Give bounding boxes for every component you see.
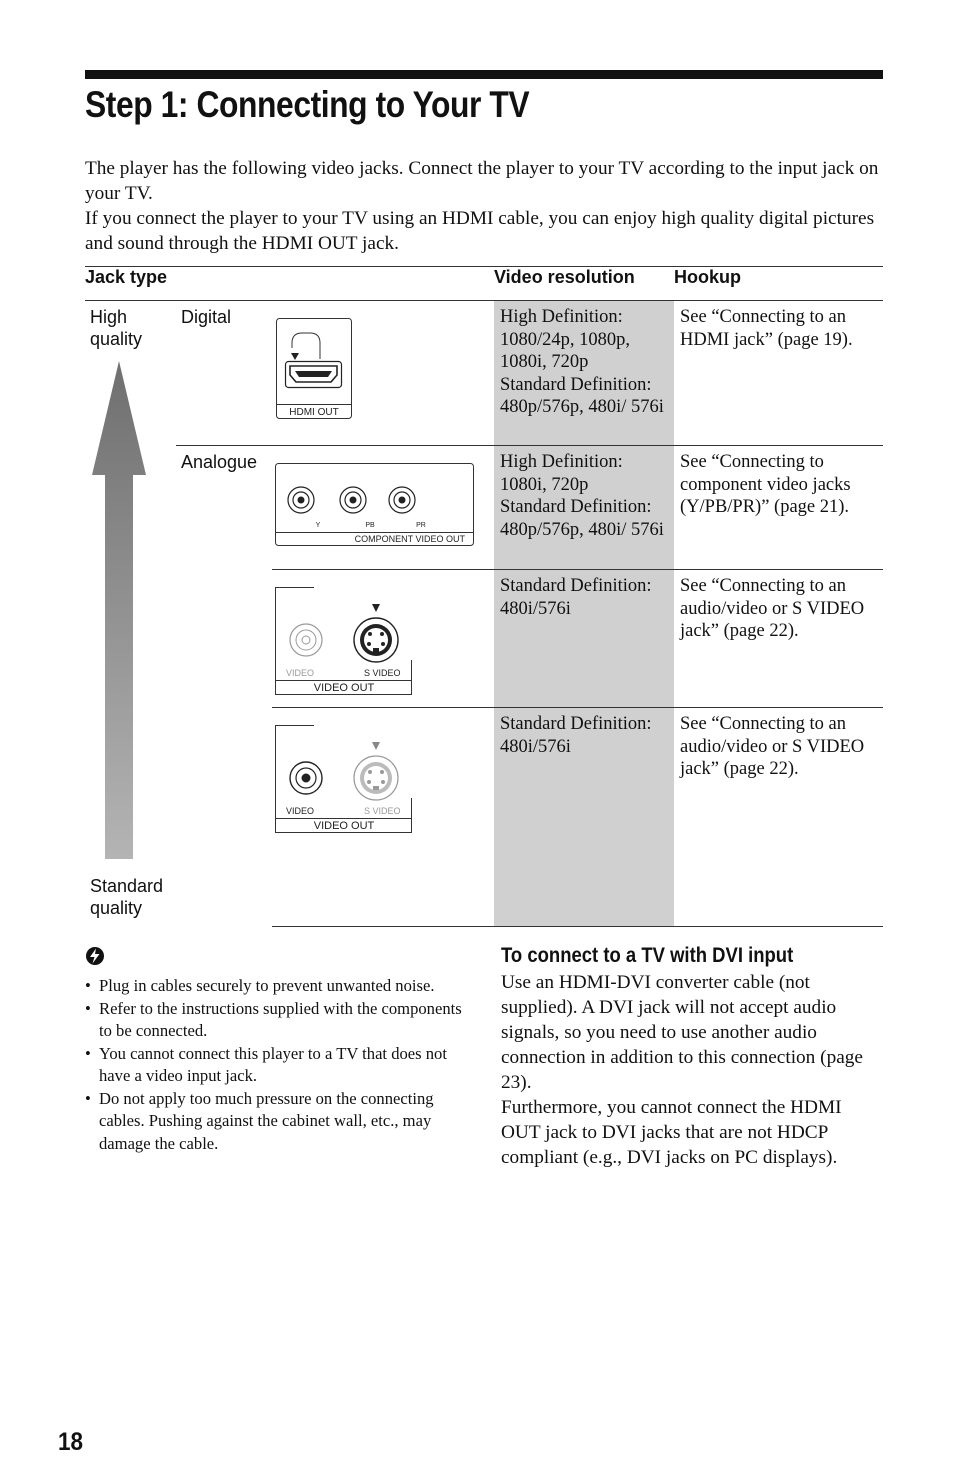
hookup-text: See “Connecting to component video jacks (Y/PB/PR)” (page 21). bbox=[680, 452, 851, 517]
quality-standard-label: Standard quality bbox=[90, 876, 164, 918]
page-title: Step 1: Connecting to Your TV bbox=[85, 84, 530, 125]
table-row bbox=[85, 301, 883, 446]
tips-section bbox=[85, 946, 470, 1155]
component-jacks-icon bbox=[272, 446, 494, 570]
page-number: 18 bbox=[58, 1428, 84, 1456]
title-rule bbox=[85, 70, 883, 79]
category-analogue: Analogue bbox=[176, 446, 272, 927]
quality-column bbox=[85, 301, 176, 927]
s-video-label: S VIDEO bbox=[364, 806, 401, 816]
y-label: Y bbox=[315, 522, 321, 529]
hookup-cell bbox=[674, 708, 883, 927]
table-row bbox=[85, 446, 883, 570]
dvi-paragraph-1: Use an HDMI-DVI converter cable (not supplied). A DVI jack will not accept audio signals, so you need to use another audio connection in addition to this connection (page 23). bbox=[501, 972, 863, 1093]
hookup-text: See “Connecting to an HDMI jack” (page 19). bbox=[680, 307, 853, 350]
table-header-row bbox=[85, 267, 883, 301]
header-video-resolution: Video resolution bbox=[494, 267, 674, 301]
resolution-cell bbox=[494, 570, 674, 708]
resolution-cell bbox=[494, 301, 674, 446]
quality-arrow-icon bbox=[91, 361, 147, 861]
hdmi-jack-icon bbox=[272, 301, 494, 446]
intro-paragraph-2: If you connect the player to your TV using an HDMI cable, you can enjoy high quality digital pictures and sound through the HDMI OUT jack. bbox=[85, 208, 875, 254]
video-label: VIDEO bbox=[286, 668, 315, 678]
tip-icon bbox=[85, 946, 105, 966]
intro-paragraph-1: The player has the following video jacks. Connect the player to your TV according to the input jack on your TV. bbox=[85, 158, 879, 204]
dvi-section bbox=[501, 944, 883, 1170]
component-video-out-label: COMPONENT VIDEO OUT bbox=[354, 534, 465, 544]
hookup-text: See “Connecting to an audio/video or S VIDEO jack” (page 22). bbox=[680, 576, 865, 641]
list-item: • You cannot connect this player to a TV that does not have a video input jack. bbox=[85, 1043, 470, 1088]
resolution-text: High Definition: 1080i, 720p Standard Definition: 480p/576p, 480i/ 576i bbox=[500, 452, 664, 540]
resolution-text: Standard Definition: 480i/576i bbox=[500, 714, 652, 757]
video-label: VIDEO bbox=[286, 806, 315, 816]
hookup-cell bbox=[674, 446, 883, 570]
jack-type-table bbox=[85, 266, 883, 927]
intro-text bbox=[85, 156, 885, 256]
composite-video-jack-icon bbox=[272, 708, 494, 846]
hookup-cell bbox=[674, 570, 883, 708]
category-digital: Digital bbox=[181, 307, 232, 327]
hookup-text: See “Connecting to an audio/video or S VIDEO jack” (page 22). bbox=[680, 714, 865, 779]
header-hookup: Hookup bbox=[674, 267, 883, 301]
hookup-cell bbox=[674, 301, 883, 446]
resolution-text: High Definition: 1080/24p, 1080p, 1080i, 720p Standard Definition: 480p/576p, 480i/ 576i bbox=[500, 307, 664, 417]
dvi-heading: To connect to a TV with DVI input bbox=[501, 944, 794, 967]
video-out-label: VIDEO OUT bbox=[313, 820, 375, 832]
component-diagram-cell bbox=[272, 446, 494, 570]
quality-high-label: High quality bbox=[90, 307, 143, 349]
svideo-jack-icon bbox=[272, 570, 494, 708]
dvi-paragraph-2: Furthermore, you cannot connect the HDMI OUT jack to DVI jacks that are not HDCP compliant (e.g., DVI jacks on PC displays). bbox=[501, 1097, 842, 1168]
pr-label: PR bbox=[416, 522, 426, 529]
resolution-cell bbox=[494, 446, 674, 570]
pb-label: PB bbox=[365, 522, 375, 529]
s-video-label: S VIDEO bbox=[364, 668, 401, 678]
list-item: • Refer to the instructions supplied with the components to be connected. bbox=[85, 998, 470, 1043]
resolution-text: Standard Definition: 480i/576i bbox=[500, 576, 652, 619]
tips-list bbox=[85, 975, 470, 1155]
video-out-label: VIDEO OUT bbox=[313, 682, 375, 694]
resolution-cell bbox=[494, 708, 674, 927]
header-jack-type: Jack type bbox=[85, 267, 494, 301]
video-diagram-cell bbox=[272, 708, 494, 927]
hdmi-diagram-cell bbox=[272, 301, 494, 446]
list-item: • Plug in cables securely to prevent unwanted noise. bbox=[85, 975, 470, 998]
hdmi-out-label: HDMI OUT bbox=[289, 407, 339, 418]
list-item: • Do not apply too much pressure on the connecting cables. Pushing against the cabinet wall, etc., may damage the cable. bbox=[85, 1088, 470, 1156]
svideo-diagram-cell bbox=[272, 570, 494, 708]
